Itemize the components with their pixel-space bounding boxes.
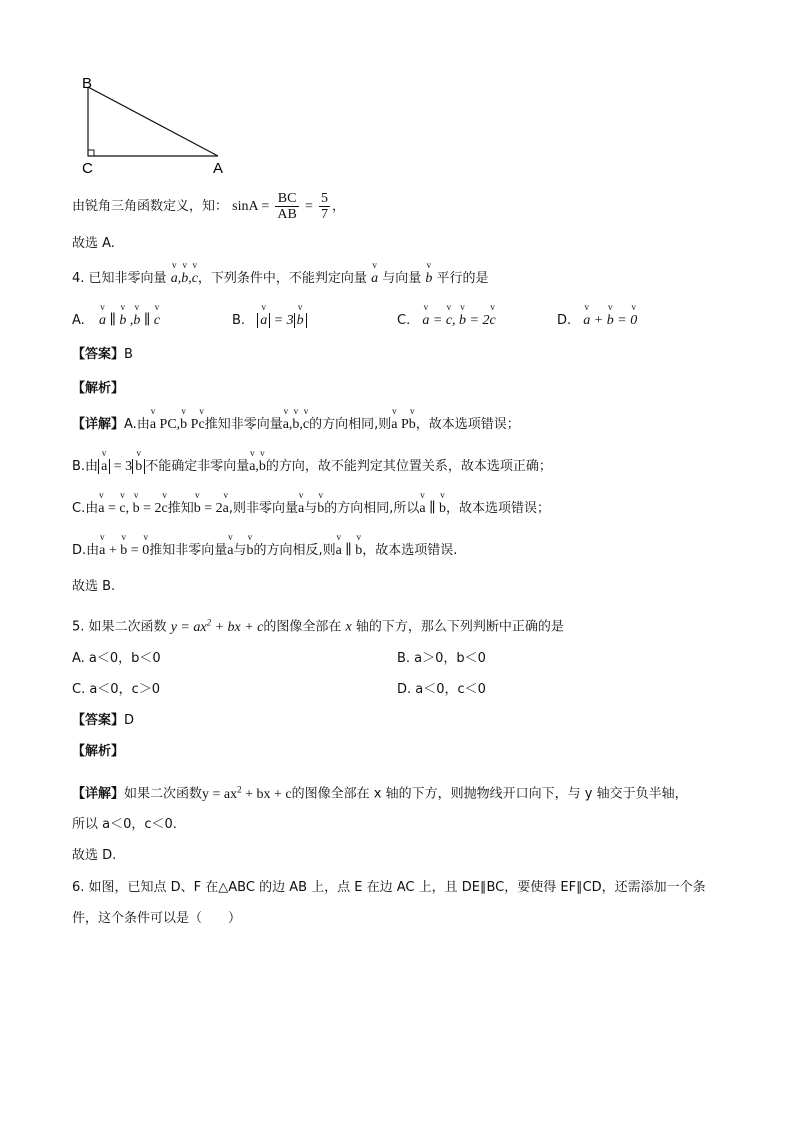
text: 推知非零向量 bbox=[204, 417, 283, 432]
text: 的方向，故不能判定其位置关系，故本选项正确； bbox=[265, 459, 552, 474]
question-4 bbox=[72, 270, 489, 288]
q5-detail-line1: 【详解】如果二次函数$y = ax^2$ + bx + c的图像全部在 x 轴的下方，则抛物线开口向下，与 y 轴交于负半轴， bbox=[72, 784, 688, 802]
frac-den: 7 bbox=[321, 207, 329, 222]
q4-vectors: v a,v b,v c bbox=[171, 271, 198, 286]
q5-option-a: A. a＜0，b＜0 bbox=[72, 651, 161, 666]
text: D.由 bbox=[72, 543, 100, 558]
q4-mid: ，下列条件中，不能判定向量 bbox=[197, 271, 367, 286]
q4-detail-a: 【详解】A.由v a PC,v b Pv c推知非零向量v a,v b,v c的方向相同,则v a Pv b，故本选项错误； bbox=[72, 416, 520, 434]
q5-answer: D bbox=[124, 713, 135, 728]
text: ，故本选项错误. bbox=[362, 543, 458, 558]
answer-tag: 【答案】 bbox=[72, 347, 125, 362]
sine-definition-line bbox=[72, 190, 345, 224]
question-5 bbox=[72, 613, 564, 637]
text: 推知非零向量 bbox=[149, 543, 228, 558]
q5-end2: 轴的下方，那么下列判断中正确的是 bbox=[355, 619, 564, 635]
q4-detail-d: D.由v a + v b = v 0推知非零向量v a与v b的方向相反,则v a ∥ v b，故本选项错误. bbox=[72, 542, 457, 560]
detail-tag: 【详解】 bbox=[72, 417, 125, 432]
bc-over-ab bbox=[275, 191, 298, 222]
q4-prefix: 4. 已知非零向量 bbox=[72, 271, 167, 286]
sine-end: ， bbox=[332, 199, 346, 214]
choose-d-line: 故选 D. bbox=[72, 848, 117, 863]
x-axis-symbol: x bbox=[345, 619, 352, 635]
text: 与 bbox=[304, 501, 318, 516]
frac-den: AB bbox=[277, 207, 297, 222]
text: ，故本选项错误； bbox=[415, 417, 520, 432]
vector-a: v a bbox=[371, 270, 378, 288]
q4-detail-c: C.由v a = v c, v b = 2v c推知v b = 2v a,则非零向量v a与v b的方向相同,所以v a ∥ v b，故本选项错误； bbox=[72, 500, 550, 518]
q4-answer: B bbox=[124, 347, 133, 362]
text: ,则非零向量 bbox=[228, 501, 298, 516]
right-angle-mark bbox=[88, 150, 94, 156]
q5-analysis-tag: 【解析】 bbox=[72, 744, 125, 759]
text: C.由 bbox=[72, 501, 99, 516]
sine-lhs: sinA = bbox=[232, 199, 270, 214]
text: ，故本选项错误； bbox=[446, 501, 551, 516]
option-label: A. bbox=[72, 313, 85, 328]
answer-tag: 【答案】 bbox=[72, 713, 125, 728]
vertex-c-label: C bbox=[82, 160, 93, 177]
five-over-seven bbox=[319, 191, 330, 222]
text: A.由 bbox=[124, 417, 150, 432]
text: 的图像全部在 x 轴的下方，则抛物线开口向下，与 y 轴交于负半轴， bbox=[291, 786, 688, 802]
q4-option-c: C. v a = v c, v b = 2v c bbox=[397, 312, 496, 330]
text: 的方向相同,所以 bbox=[324, 501, 420, 516]
vertex-a-label: A bbox=[213, 160, 224, 177]
quadratic-formula: $y = ax^2$ + bx + c bbox=[170, 617, 264, 635]
text: 的方向相反,则 bbox=[253, 543, 336, 558]
q4-option-d: D. v a + v b = v 0 bbox=[557, 312, 637, 330]
q4-answer-line bbox=[72, 346, 133, 364]
q5-option-c: C. a＜0，c＞0 bbox=[72, 682, 160, 697]
sine-prefix: 由锐角三角函数定义，知： bbox=[72, 199, 229, 214]
triangle-figure bbox=[78, 72, 238, 182]
q4-end: 平行的是 bbox=[436, 271, 489, 286]
q5-prefix: 5. 如果二次函数 bbox=[72, 619, 167, 635]
choose-b-line: 故选 B. bbox=[72, 579, 116, 594]
text: 推知 bbox=[167, 501, 194, 516]
choose-a-line: 故选 A. bbox=[72, 236, 115, 251]
side-ab bbox=[88, 87, 218, 156]
option-label: B. bbox=[232, 313, 246, 328]
frac-num: 5 bbox=[321, 191, 329, 206]
q5-answer-line bbox=[72, 712, 134, 730]
text: 不能确定非零向量 bbox=[145, 459, 250, 474]
q4-option-b: B. v a = 3v b bbox=[232, 312, 307, 330]
option-label: D. bbox=[557, 313, 572, 328]
text: 的方向相同,则 bbox=[309, 417, 392, 432]
text: 与 bbox=[233, 543, 247, 558]
q4-mid2: 与向量 bbox=[382, 271, 422, 286]
q5-option-b: B. a＞0，b＜0 bbox=[397, 651, 486, 666]
q4-analysis-tag: 【解析】 bbox=[72, 381, 125, 396]
frac-num: BC bbox=[275, 191, 298, 207]
text: 如果二次函数 bbox=[124, 786, 203, 802]
equals-sign: = bbox=[304, 199, 313, 214]
q5-end: 的图像全部在 bbox=[263, 619, 342, 635]
q5-detail-line2: 所以 a＜0，c＜0. bbox=[72, 817, 177, 832]
vector-b: v b bbox=[425, 270, 432, 288]
question-6-line1: 6. 如图，已知点 D、F 在△ABC 的边 AB 上，点 E 在边 AC 上，且 DE∥BC，要使得 EF∥CD，还需添加一个条 bbox=[72, 880, 706, 895]
q5-option-d: D. a＜0，c＜0 bbox=[397, 682, 486, 697]
vertex-b-label: B bbox=[82, 75, 93, 92]
q4-detail-b: B.由v a = 3v b 不能确定非零向量v a,v b的方向，故不能判定其位置关系，故本选项正确； bbox=[72, 458, 552, 476]
question-6-line2: 件，这个条件可以是（ ） bbox=[72, 911, 242, 926]
q4-option-a: A. v a ∥ v b ,v b ∥ v c bbox=[72, 312, 160, 330]
option-label: C. bbox=[397, 313, 411, 328]
text: B.由 bbox=[72, 459, 99, 474]
detail-tag: 【详解】 bbox=[72, 786, 125, 802]
